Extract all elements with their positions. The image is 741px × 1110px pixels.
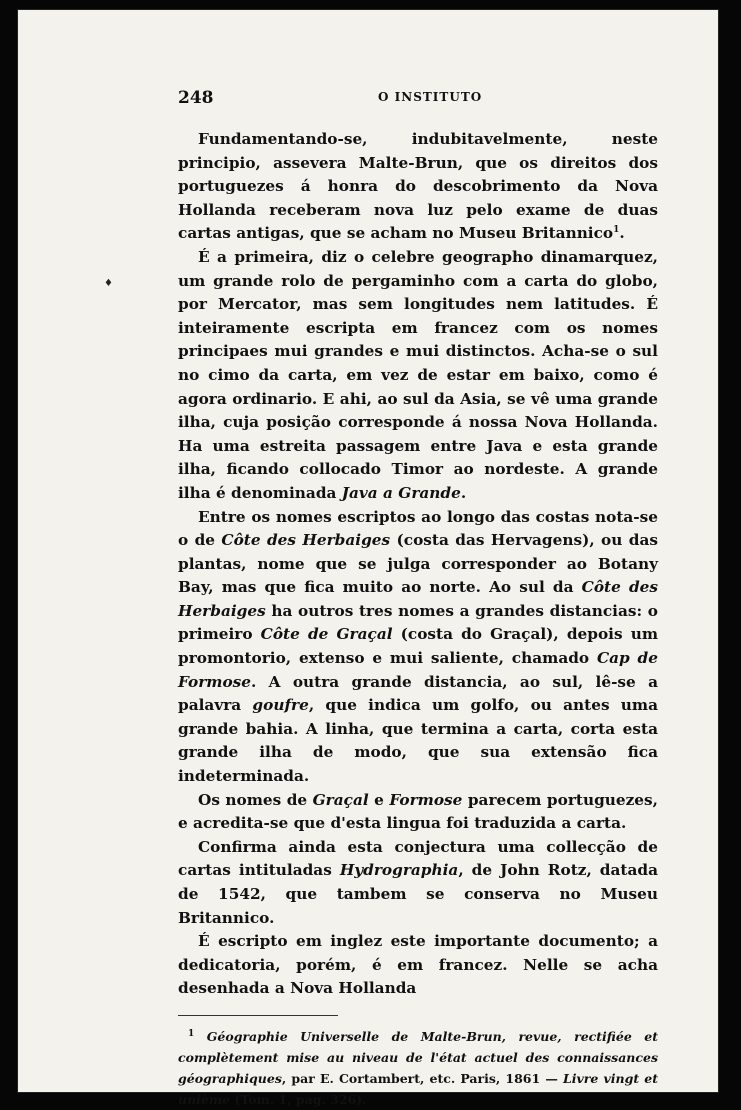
text-run: É escripto em inglez este importante documento; a dedicatoria, porém, é em francez. Nelle se acha desenhada a Nova Hollanda (178, 932, 658, 998)
scan-border (723, 0, 741, 1108)
text-run: , de John Rotz, datada de 1542, que tambem se conserva no Museu Britannico. (178, 861, 658, 927)
italic-text: Géographie Universelle de Malte-Brun, revue, rectifiée et complètement mise au niveau de l'état actuel des connaissances géographiques (178, 1028, 658, 1086)
paragraph (178, 128, 658, 246)
italic-text: Java a Grande (341, 483, 461, 502)
text-run: Os nomes de (198, 790, 313, 809)
margin-mark: ♦ (104, 278, 113, 289)
page-number: 248 (178, 88, 214, 108)
italic-text: goufre (252, 696, 309, 715)
text-run: Entre os nomes escriptos ao longo das costas nota-se o de (178, 507, 658, 550)
italic-text: Livre vingt et unième (178, 1070, 658, 1107)
text-run (194, 1029, 206, 1044)
text-run: . A outra grande distancia, ao sul, lê-se a palavra (178, 672, 658, 715)
text-run: (costa do Graçal), depois um promontorio, extenso e mui saliente, chamado (178, 625, 659, 668)
italic-text: Formose (389, 790, 463, 809)
text-run: , par E. Cortambert, etc. Paris, 1861 — (281, 1070, 563, 1086)
italic-text: Côte des Herbaiges (178, 578, 658, 620)
text-run: parecem portuguezes, e acredita-se que d'esta lingua foi traduzida a carta. (178, 790, 658, 833)
text-run: . (619, 224, 625, 243)
text-run: , que indica um golfo, ou antes uma grande bahia. A linha, que termina a carta, corta esta grande ilha de modo, que sua extensão fica indeterminada. (178, 696, 659, 786)
footnote-reference: 1 (188, 1028, 195, 1039)
paragraph (178, 930, 658, 1001)
running-title: O INSTITUTO (378, 90, 483, 104)
italic-text: Hydrographia (339, 861, 459, 880)
paragraph (178, 246, 658, 506)
italic-text: Cap de Formose (178, 649, 658, 691)
paragraph (178, 789, 658, 836)
text-run: ha outros tres nomes a grandes distancias: o primeiro (178, 601, 658, 644)
text-run: Confirma ainda esta conjectura uma collecção de cartas intituladas (178, 837, 658, 880)
text-run: Fundamentando-se, indubitavelmente, neste principio, assevera Malte-Brun, que os direitos dos portuguezes á honra do descobrimento da Nova Hollanda receberam nova luz pelo exame de duas cartas antigas, que se acham no Museu Britannico (178, 130, 658, 243)
page-header (178, 80, 658, 110)
footnote (178, 1026, 658, 1110)
paragraph (178, 506, 658, 789)
text-block (178, 80, 658, 1110)
text-run: (costa das Hervagens), ou das plantas, nome que se julga corresponder ao Botany Bay, mas que fica muito ao norte. Ao sul da (178, 531, 658, 597)
text-run: (Tom. 1, pag. 326). (230, 1091, 367, 1107)
text-run: É a primeira, diz o celebre geographo dinamarquez, um grande rolo de pergaminho com a carta do globo, por Mercator, mas sem longitudes nem latitudes. É inteiramente escripta em francez com os nomes principaes mui grandes e mui distinctos. Acha-se o sul no cimo da carta, em vez de estar em baixo, como é agora ordinario. E ahi, ao sul da Asia, se vê uma grande ilha, cuja posição corresponde á nossa Nova Hollanda. Ha uma estreita passagem entre Java e esta grande ilha, ficando collocado Timor ao nordeste. A grande ilha é denominada (178, 247, 658, 502)
italic-text: Côte de Graçal (260, 625, 393, 644)
paragraph (178, 836, 658, 930)
text-run: e (368, 790, 390, 809)
text-run: . (460, 483, 467, 502)
italic-text: Graçal (312, 790, 369, 809)
footnote-divider (178, 1015, 338, 1016)
book-page (18, 10, 718, 1107)
italic-text: Côte des Herbaiges (221, 531, 391, 550)
footnote-reference: 1 (613, 225, 620, 236)
